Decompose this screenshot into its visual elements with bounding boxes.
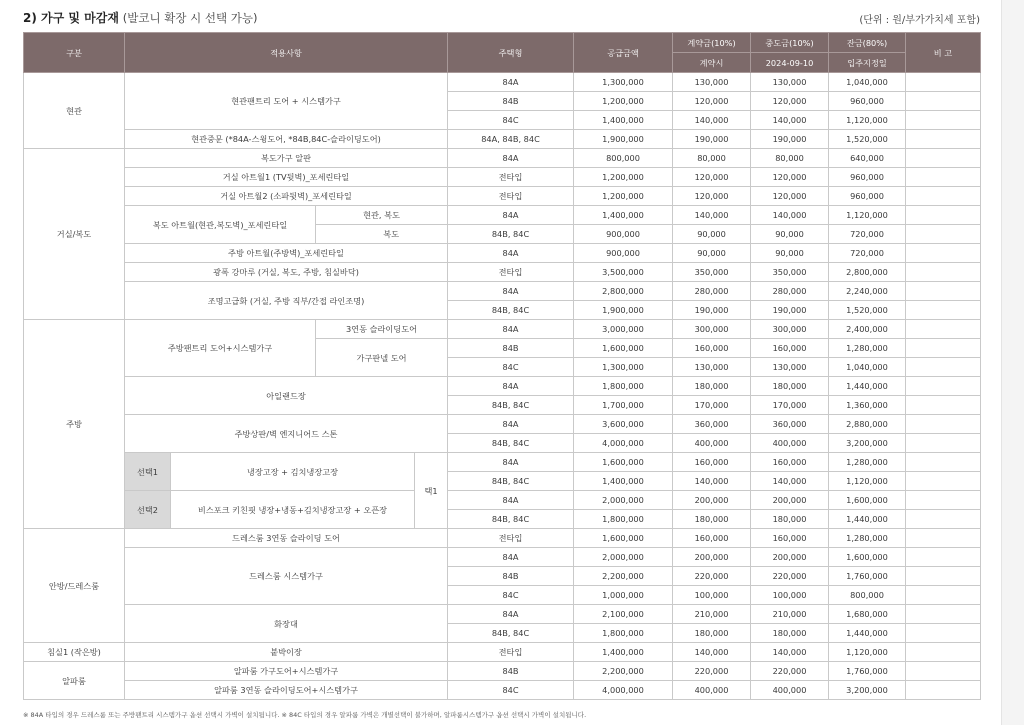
balance-cell: 1,600,000 <box>829 491 906 510</box>
type-cell: 전타입 <box>448 187 574 206</box>
type-cell: 84B, 84C <box>448 472 574 491</box>
note-cell <box>906 339 981 358</box>
price-cell: 1,400,000 <box>574 111 673 130</box>
table-row <box>24 491 981 510</box>
balance-cell: 1,120,000 <box>829 472 906 491</box>
deposit-cell: 130,000 <box>673 358 751 377</box>
price-cell: 2,100,000 <box>574 605 673 624</box>
balance-cell: 1,440,000 <box>829 624 906 643</box>
balance-cell: 1,280,000 <box>829 453 906 472</box>
price-cell: 1,600,000 <box>574 529 673 548</box>
table-row <box>24 168 981 187</box>
type-cell: 84A <box>448 282 574 301</box>
balance-cell: 640,000 <box>829 149 906 168</box>
middle-cell: 120,000 <box>751 187 829 206</box>
item-cell: 알파룸 가구도어+시스템가구 <box>125 662 448 681</box>
unit-note: (단위 : 원/부가가치세 포함) <box>859 15 980 26</box>
note-cell <box>906 282 981 301</box>
middle-cell: 400,000 <box>751 434 829 453</box>
price-cell: 1,200,000 <box>574 187 673 206</box>
middle-cell: 120,000 <box>751 92 829 111</box>
header-balance-when: 입주지정일 <box>829 53 906 73</box>
balance-cell: 1,680,000 <box>829 605 906 624</box>
table-row <box>24 244 981 263</box>
table-row <box>24 643 981 662</box>
deposit-cell: 100,000 <box>673 586 751 605</box>
middle-cell: 160,000 <box>751 529 829 548</box>
deposit-cell: 200,000 <box>673 548 751 567</box>
price-cell: 1,200,000 <box>574 92 673 111</box>
price-cell: 2,800,000 <box>574 282 673 301</box>
note-cell <box>906 225 981 244</box>
type-cell: 84B, 84C <box>448 301 574 320</box>
item-cell: 붙박이장 <box>125 643 448 662</box>
deposit-cell: 360,000 <box>673 415 751 434</box>
item-cell: 현관중문 (*84A-스윙도어, *84B,84C-슬라이딩도어) <box>125 130 448 149</box>
note-cell <box>906 377 981 396</box>
note-cell <box>906 434 981 453</box>
header-price: 공급금액 <box>574 33 673 73</box>
note-cell <box>906 358 981 377</box>
table-row <box>24 320 981 339</box>
header-deposit-when: 계약시 <box>673 53 751 73</box>
item-cell: 현관팬트리 도어 + 시스템가구 <box>125 73 448 130</box>
footnote: ※ 84A 타입의 경우 드레스룸 또는 주방팬트리 시스템가구 옵션 선택시 가벽이 설치됩니다. ※ 84C 타입의 경우 알파룸 가벽은 개별선택이 불가하며, 알파룸시스템가구 옵션 선택시 가벽이 설치됩니다. <box>23 711 587 719</box>
table-row <box>24 282 981 301</box>
price-cell: 1,400,000 <box>574 206 673 225</box>
balance-cell: 3,200,000 <box>829 681 906 700</box>
table-row <box>24 415 981 434</box>
balance-cell: 960,000 <box>829 92 906 111</box>
item-cell: 아일랜드장 <box>125 377 448 415</box>
note-cell <box>906 624 981 643</box>
category-cell: 침실1 (작은방) <box>24 643 125 662</box>
deposit-cell: 350,000 <box>673 263 751 282</box>
options-table <box>23 32 981 700</box>
item-cell: 주방상판/벽 엔지니어드 스톤 <box>125 415 448 453</box>
page-edge <box>1001 0 1024 725</box>
category-cell: 알파룸 <box>24 662 125 700</box>
middle-cell: 190,000 <box>751 301 829 320</box>
middle-cell: 130,000 <box>751 358 829 377</box>
note-cell <box>906 244 981 263</box>
item-cell: 비스포크 키친핏 냉장+냉동+김치냉장고장 + 오픈장 <box>171 491 415 529</box>
deposit-cell: 120,000 <box>673 187 751 206</box>
item-cell: 드레스룸 3연동 슬라이딩 도어 <box>125 529 448 548</box>
price-cell: 1,300,000 <box>574 73 673 92</box>
price-cell: 1,300,000 <box>574 358 673 377</box>
item-cell: 알파룸 3연동 슬라이딩도어+시스템가구 <box>125 681 448 700</box>
price-cell: 1,600,000 <box>574 339 673 358</box>
middle-cell: 170,000 <box>751 396 829 415</box>
balance-cell: 2,240,000 <box>829 282 906 301</box>
deposit-cell: 190,000 <box>673 130 751 149</box>
detail-cell: 가구판넬 도어 <box>316 339 448 377</box>
balance-cell: 1,120,000 <box>829 643 906 662</box>
middle-cell: 190,000 <box>751 130 829 149</box>
balance-cell: 1,520,000 <box>829 130 906 149</box>
type-cell: 84A <box>448 244 574 263</box>
type-cell: 84C <box>448 111 574 130</box>
item-cell: 광폭 강마루 (거실, 복도, 주방, 침실바닥) <box>125 263 448 282</box>
balance-cell: 1,040,000 <box>829 358 906 377</box>
balance-cell: 3,200,000 <box>829 434 906 453</box>
balance-cell: 2,800,000 <box>829 263 906 282</box>
deposit-cell: 160,000 <box>673 529 751 548</box>
type-cell: 84B <box>448 339 574 358</box>
deposit-cell: 130,000 <box>673 73 751 92</box>
balance-cell: 1,280,000 <box>829 529 906 548</box>
section-title-sub: (발코니 확장 시 선택 가능) <box>122 11 258 25</box>
middle-cell: 180,000 <box>751 377 829 396</box>
detail-cell: 현관, 복도 <box>316 206 448 225</box>
header-deposit: 계약금(10%) <box>673 33 751 53</box>
deposit-cell: 210,000 <box>673 605 751 624</box>
balance-cell: 800,000 <box>829 586 906 605</box>
middle-cell: 160,000 <box>751 339 829 358</box>
balance-cell: 1,280,000 <box>829 339 906 358</box>
price-cell: 800,000 <box>574 149 673 168</box>
item-cell: 화장대 <box>125 605 448 643</box>
note-cell <box>906 681 981 700</box>
price-cell: 1,200,000 <box>574 168 673 187</box>
type-cell: 84A <box>448 491 574 510</box>
deposit-cell: 180,000 <box>673 510 751 529</box>
type-cell: 84B, 84C <box>448 396 574 415</box>
deposit-cell: 400,000 <box>673 681 751 700</box>
note-cell <box>906 453 981 472</box>
middle-cell: 200,000 <box>751 548 829 567</box>
balance-cell: 720,000 <box>829 225 906 244</box>
type-cell: 84B <box>448 92 574 111</box>
type-cell: 84A <box>448 548 574 567</box>
price-cell: 2,200,000 <box>574 567 673 586</box>
header-balance: 잔금(80%) <box>829 33 906 53</box>
deposit-cell: 180,000 <box>673 624 751 643</box>
middle-cell: 400,000 <box>751 681 829 700</box>
middle-cell: 360,000 <box>751 415 829 434</box>
price-cell: 2,000,000 <box>574 491 673 510</box>
category-cell: 안방/드레스룸 <box>24 529 125 643</box>
table-row <box>24 662 981 681</box>
item-cell: 냉장고장 + 김치냉장고장 <box>171 453 415 491</box>
deposit-cell: 160,000 <box>673 339 751 358</box>
table-row <box>24 548 981 567</box>
balance-cell: 960,000 <box>829 168 906 187</box>
note-cell <box>906 415 981 434</box>
table-row <box>24 529 981 548</box>
price-cell: 1,000,000 <box>574 586 673 605</box>
header-type: 주택형 <box>448 33 574 73</box>
note-cell <box>906 301 981 320</box>
category-cell: 주방 <box>24 320 125 529</box>
deposit-cell: 140,000 <box>673 643 751 662</box>
type-cell: 84A <box>448 605 574 624</box>
deposit-cell: 160,000 <box>673 453 751 472</box>
type-cell: 84C <box>448 586 574 605</box>
middle-cell: 100,000 <box>751 586 829 605</box>
price-cell: 1,800,000 <box>574 624 673 643</box>
note-cell <box>906 510 981 529</box>
deposit-cell: 200,000 <box>673 491 751 510</box>
note-cell <box>906 111 981 130</box>
item-cell: 조명고급화 (거실, 주방 직부/간접 라인조명) <box>125 282 448 320</box>
middle-cell: 200,000 <box>751 491 829 510</box>
type-cell: 84B, 84C <box>448 624 574 643</box>
type-cell: 84B <box>448 567 574 586</box>
type-cell: 84A <box>448 415 574 434</box>
balance-cell: 1,120,000 <box>829 206 906 225</box>
type-cell: 84A, 84B, 84C <box>448 130 574 149</box>
price-cell: 900,000 <box>574 225 673 244</box>
price-cell: 4,000,000 <box>574 681 673 700</box>
note-cell <box>906 548 981 567</box>
type-cell: 전타입 <box>448 168 574 187</box>
note-cell <box>906 168 981 187</box>
table-row <box>24 206 981 225</box>
price-cell: 1,700,000 <box>574 396 673 415</box>
price-cell: 1,900,000 <box>574 130 673 149</box>
item-cell: 주방 아트월(주방벽)_포세린타일 <box>125 244 448 263</box>
deposit-cell: 140,000 <box>673 206 751 225</box>
detail-cell: 복도 <box>316 225 448 244</box>
table-row <box>24 605 981 624</box>
header-row-1 <box>24 33 981 53</box>
deposit-cell: 400,000 <box>673 434 751 453</box>
note-cell <box>906 149 981 168</box>
balance-cell: 1,440,000 <box>829 377 906 396</box>
item-cell: 복도 아트월(현관,복도벽)_포세린타일 <box>125 206 316 244</box>
price-cell: 3,000,000 <box>574 320 673 339</box>
note-cell <box>906 605 981 624</box>
type-cell: 84C <box>448 681 574 700</box>
balance-cell: 720,000 <box>829 244 906 263</box>
deposit-cell: 220,000 <box>673 662 751 681</box>
balance-cell: 1,760,000 <box>829 662 906 681</box>
middle-cell: 280,000 <box>751 282 829 301</box>
middle-cell: 350,000 <box>751 263 829 282</box>
note-cell <box>906 263 981 282</box>
item-cell: 거실 아트월2 (소파뒷벽)_포세린타일 <box>125 187 448 206</box>
type-cell: 84A <box>448 320 574 339</box>
balance-cell: 1,040,000 <box>829 73 906 92</box>
price-cell: 1,900,000 <box>574 301 673 320</box>
middle-cell: 180,000 <box>751 624 829 643</box>
balance-cell: 1,520,000 <box>829 301 906 320</box>
table-row <box>24 73 981 92</box>
type-cell: 84A <box>448 377 574 396</box>
table-row <box>24 263 981 282</box>
note-cell <box>906 320 981 339</box>
type-cell: 84B, 84C <box>448 225 574 244</box>
deposit-cell: 140,000 <box>673 111 751 130</box>
middle-cell: 130,000 <box>751 73 829 92</box>
table-row <box>24 149 981 168</box>
section-title-main: 2) 가구 및 마감재 <box>23 11 119 25</box>
price-cell: 1,800,000 <box>574 510 673 529</box>
deposit-cell: 180,000 <box>673 377 751 396</box>
price-cell: 2,000,000 <box>574 548 673 567</box>
category-cell: 현관 <box>24 73 125 149</box>
note-cell <box>906 662 981 681</box>
table-row <box>24 130 981 149</box>
price-cell: 1,600,000 <box>574 453 673 472</box>
price-cell: 900,000 <box>574 244 673 263</box>
deposit-cell: 80,000 <box>673 149 751 168</box>
choose-one-cell: 택1 <box>415 453 448 529</box>
price-cell: 1,800,000 <box>574 377 673 396</box>
balance-cell: 2,880,000 <box>829 415 906 434</box>
note-cell <box>906 92 981 111</box>
table-row <box>24 681 981 700</box>
price-cell: 3,500,000 <box>574 263 673 282</box>
note-cell <box>906 529 981 548</box>
type-cell: 84B, 84C <box>448 510 574 529</box>
deposit-cell: 90,000 <box>673 244 751 263</box>
item-cell: 주방팬트리 도어+시스템가구 <box>125 320 316 377</box>
deposit-cell: 90,000 <box>673 225 751 244</box>
price-cell: 1,400,000 <box>574 643 673 662</box>
middle-cell: 140,000 <box>751 472 829 491</box>
header-category: 구분 <box>24 33 125 73</box>
header-note: 비 고 <box>906 33 981 73</box>
balance-cell: 2,400,000 <box>829 320 906 339</box>
middle-cell: 220,000 <box>751 662 829 681</box>
deposit-cell: 300,000 <box>673 320 751 339</box>
table-row <box>24 453 981 472</box>
middle-cell: 220,000 <box>751 567 829 586</box>
middle-cell: 90,000 <box>751 225 829 244</box>
category-cell: 거실/복도 <box>24 149 125 320</box>
note-cell <box>906 643 981 662</box>
note-cell <box>906 130 981 149</box>
item-cell: 거실 아트월1 (TV뒷벽)_포세린타일 <box>125 168 448 187</box>
price-cell: 2,200,000 <box>574 662 673 681</box>
middle-cell: 90,000 <box>751 244 829 263</box>
note-cell <box>906 567 981 586</box>
type-cell: 84B, 84C <box>448 434 574 453</box>
type-cell: 전타입 <box>448 263 574 282</box>
type-cell: 84A <box>448 73 574 92</box>
header-middle-when: 2024-09-10 <box>751 53 829 73</box>
middle-cell: 80,000 <box>751 149 829 168</box>
deposit-cell: 120,000 <box>673 168 751 187</box>
price-cell: 3,600,000 <box>574 415 673 434</box>
note-cell <box>906 73 981 92</box>
type-cell: 전타입 <box>448 529 574 548</box>
type-cell: 84B <box>448 662 574 681</box>
balance-cell: 1,120,000 <box>829 111 906 130</box>
note-cell <box>906 206 981 225</box>
price-cell: 4,000,000 <box>574 434 673 453</box>
deposit-cell: 140,000 <box>673 472 751 491</box>
middle-cell: 180,000 <box>751 510 829 529</box>
deposit-cell: 220,000 <box>673 567 751 586</box>
table-row <box>24 187 981 206</box>
note-cell <box>906 396 981 415</box>
type-cell: 84A <box>448 206 574 225</box>
price-cell: 1,400,000 <box>574 472 673 491</box>
item-cell: 드레스룸 시스템가구 <box>125 548 448 605</box>
section-title <box>23 9 257 26</box>
middle-cell: 140,000 <box>751 111 829 130</box>
balance-cell: 1,360,000 <box>829 396 906 415</box>
type-cell: 84A <box>448 149 574 168</box>
item-cell: 복도가구 알판 <box>125 149 448 168</box>
middle-cell: 300,000 <box>751 320 829 339</box>
option-select-label: 선택1 <box>125 453 171 491</box>
balance-cell: 1,440,000 <box>829 510 906 529</box>
detail-cell: 3연동 슬라이딩도어 <box>316 320 448 339</box>
balance-cell: 1,760,000 <box>829 567 906 586</box>
deposit-cell: 190,000 <box>673 301 751 320</box>
table-row <box>24 377 981 396</box>
middle-cell: 210,000 <box>751 605 829 624</box>
type-cell: 전타입 <box>448 643 574 662</box>
balance-cell: 1,600,000 <box>829 548 906 567</box>
middle-cell: 140,000 <box>751 643 829 662</box>
header-middle: 중도금(10%) <box>751 33 829 53</box>
type-cell: 84C <box>448 358 574 377</box>
middle-cell: 140,000 <box>751 206 829 225</box>
note-cell <box>906 187 981 206</box>
deposit-cell: 120,000 <box>673 92 751 111</box>
note-cell <box>906 491 981 510</box>
balance-cell: 960,000 <box>829 187 906 206</box>
note-cell <box>906 472 981 491</box>
header-item: 적용사항 <box>125 33 448 73</box>
deposit-cell: 280,000 <box>673 282 751 301</box>
note-cell <box>906 586 981 605</box>
middle-cell: 120,000 <box>751 168 829 187</box>
middle-cell: 160,000 <box>751 453 829 472</box>
option-select-label: 선택2 <box>125 491 171 529</box>
type-cell: 84A <box>448 453 574 472</box>
deposit-cell: 170,000 <box>673 396 751 415</box>
